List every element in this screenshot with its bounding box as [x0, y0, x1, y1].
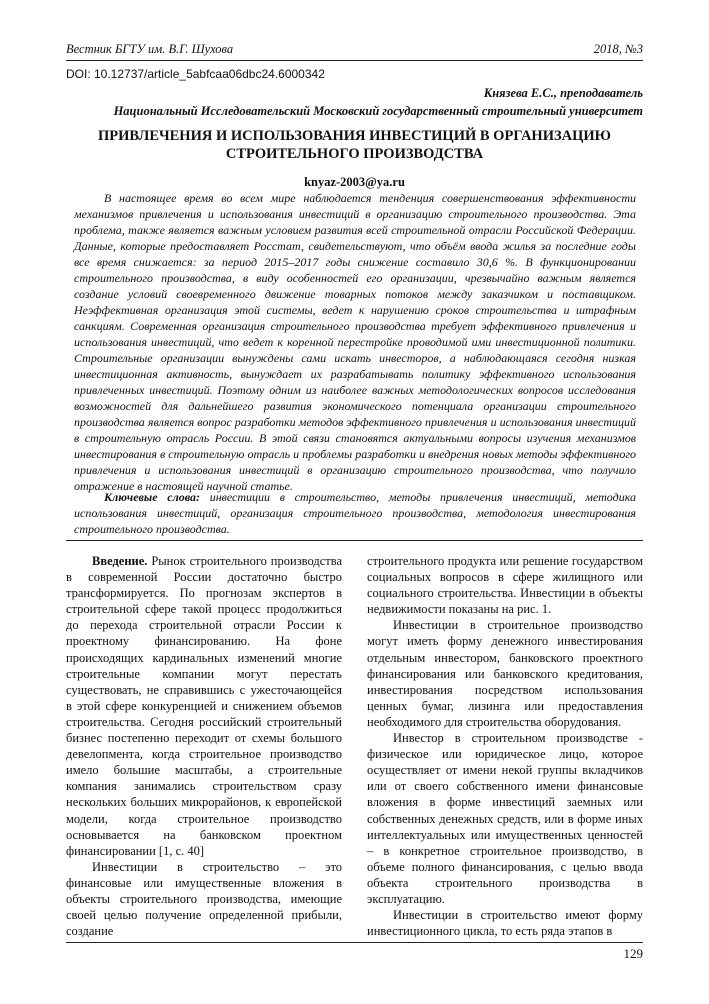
paragraph-4: Инвестор в строительном производстве - физическое или юридическое лицо, которое осуществляет от имени некой группы вкладчиков или от своего собственного имени финансовые вложения в форме инвестиций заемных или собственных денежных средств, или в форме иных интеллектуальных или имущественных ценностей – в конкретное строительное производство, в объеме полного финансирования, с целью ввода объекта строительного производства в эксплуатацию.	[367, 731, 643, 906]
keywords	[74, 489, 636, 537]
author: Князева Е.С., преподаватель	[483, 86, 643, 100]
footer-divider	[66, 942, 643, 943]
keywords-label: Ключевые слова:	[104, 490, 201, 504]
body-column-right	[367, 553, 643, 939]
doi[interactable]: DOI: 10.12737/article_5abfcaa06dbc24.6000342	[66, 67, 325, 81]
intro-label: Введение.	[92, 554, 148, 568]
issue-number: 2018, №3	[593, 42, 643, 56]
section-divider	[66, 540, 643, 541]
paragraph-2-start: Инвестиции в строительство – это финансовые или имущественные вложения в объекты строительного производства, имеющие своей целью получение определенной прибыли, создание	[66, 859, 342, 939]
title-line-1: ПРИВЛЕЧЕНИЯ И ИСПОЛЬЗОВАНИЯ ИНВЕСТИЦИЙ В ОРГАНИЗАЦИЮ	[97, 128, 611, 144]
page-number: 129	[623, 946, 643, 961]
author-email[interactable]: knyaz-2003@ya.ru	[304, 175, 405, 189]
body-column-left	[66, 553, 342, 939]
paragraph-3: Инвестиции в строительное производство могут иметь форму денежного инвестирования отдельным инвестором, банковского проектного финансирования или банковского кредитования, инвестирования посредством использования ценных бумаг, лизинга или предоставления необходимого для строительства оборудования.	[367, 618, 643, 729]
title-line-2: СТРОИТЕЛЬНОГО ПРОИЗВОДСТВА	[225, 146, 484, 162]
intro-paragraph	[66, 553, 342, 859]
affiliation: Национальный Исследовательский Московский государственный строительный университет	[113, 104, 643, 118]
keywords-text: инвестиции в строительство, методы привлечения инвестиций, методика использования инвестиций, организация строительного производства, методология инвестирования строительного производства.	[74, 490, 637, 536]
journal-name: Вестник БГТУ им. В.Г. Шухова	[66, 42, 234, 56]
abstract: В настоящее время во всем мире наблюдается тенденция совершенствования эффективности механизмов привлечения и использования инвестиций в организацию строительного производства. Эта проблема, также является важным условием развития всей строительной отрасли Российской Федерации. Данные, которые предоставляет Росстат, свидетельствуют, что объём ввода жилья за последние годы все время снижается: за период 2015–2017 годы снижение составило 30,6 %. В функционировании строительного производства, в виду особенностей его организации, чрезвычайно важным является создание условий своевременного движение товарных потоков между заказчиком и поставщиком. Неэффективная организация этой системы, ведет к нарушению сроков строительства и штрафным санкциям. Современная организация строительного производства требует эффективного привлечения и использования инвестиций, что ведет к коренной перестройке проводимой ими инвестиционной политики. Строительные организации вынуждены сами искать инвесторов, а наблюдающаяся сегодня низкая инвестиционная активность, вынуждает их разрабатывать политику эффективного использования привлеченных инвестиций. Поэтому одним из наиболее важных методологических вопросов исследования возможностей для дальнейшего развития экономического потенциала организации строительного производства является вопрос разработки методов эффективного привлечения и использования инвестиций в строительную отрасль России. В этой связи становятся актуальными вопросы изучения механизмов инвестирования в строительную отрасль и проблемы разработки и внедрения новых методы эффективного привлечения и использования инвестиций в организацию строительного производства, что получило отражение в настоящей научной статье.	[74, 191, 636, 493]
intro-text: Рынок строительного производства в современной России достаточно быстро трансформируется. По прогнозам экспертов в строительной сфере такой процесс продолжиться до перехода строительной отрасли России к проектному финансированию. На фоне происходящих кардинальных изменений многие строительные компании могут перестать существовать, не справившись с ужесточающейся в этой сфере конкуренцией и снижением объемов строительства. Сегодня российский строительный бизнес постепенно переходит от схемы большого девелопмента, когда строительное производство имело большие масштабы, а строительные компания занимались строительством сразу нескольких больших микрорайонов, к европейской модели, когда строительное производство основывается на банковском проектном финансировании [1, с. 40]	[66, 554, 342, 858]
paragraph-5: Инвестиции в строительство имеют форму инвестиционного цикла, то есть ряда этапов в	[367, 908, 643, 939]
article-title	[66, 127, 643, 163]
running-header	[66, 40, 643, 61]
paragraph-2-end: строительного продукта или решение государством социальных вопросов в сфере жилищного или социального строительства. Инвестиции в объекты недвижимости показаны на рис. 1.	[367, 554, 643, 617]
